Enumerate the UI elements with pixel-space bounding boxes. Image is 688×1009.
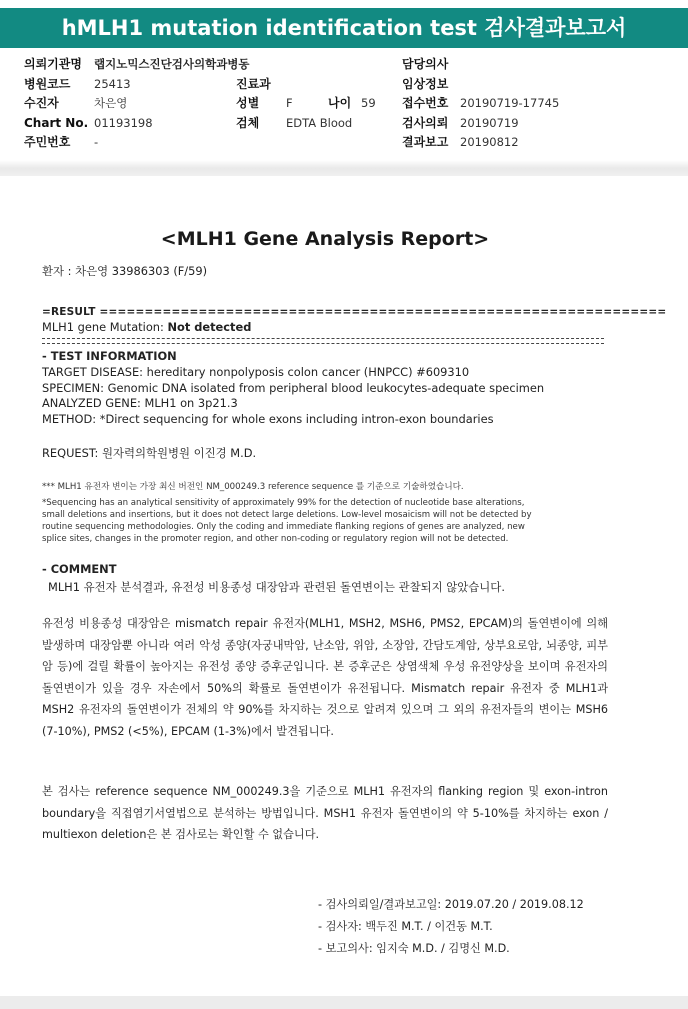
hospital-code-value: 25413 [94, 77, 131, 91]
paragraph-1: 유전성 비용종성 대장암은 mismatch repair 유전자(MLH1, MSH2, MSH6, PMS2, EPCAM)의 돌연변이에 의해 발생하며 대장암뿐 아니라 여러 악성 종양(자궁내막암, 난소암, 위암, 소장암, 간담도계암, 상부요로암, 뇌종양, 피부암 등)에 걸릴 확률이 높아지는 유전성 종양 증후군입니다. 본 증후군은 상염색체 우성 유전양상을 보이며 유전자의 돌연변이가 있을 경우 자손에서 50%의 확률로 돌연변이가 유전됩니다. Mismatch repair 유전자 중 MLH1과 MSH2 유전자의 돌연변이가 전체의 약 90%를 차지하는 것으로 알려져 있으며 그 외의 유전자들의 변이는 MSH6 (7-10%), PMS2 (<5%), EPCAM (1-3%)에서 발견됩니다. [42, 617, 608, 738]
banner-title: hMLH1 mutation identification test 검사결과보고서 [61, 16, 627, 40]
patient-label: 수진자 [24, 96, 59, 110]
report-title: <MLH1 Gene Analysis Report> [160, 228, 490, 250]
request-line: REQUEST: 원자력의학원병원 이진경 M.D. [42, 446, 257, 460]
test-info-header: - TEST INFORMATION [42, 349, 177, 363]
mutation-line [42, 320, 251, 335]
report-date-label: 결과보고 [402, 135, 449, 149]
note-line-3: small deletions and insertions, but it does not detect large deletions. Low-level mosaicism will not be detected by [42, 510, 532, 520]
specimen-label: 검체 [236, 116, 260, 130]
hospital-code-label: 병원코드 [24, 77, 71, 91]
patient-line: 환자 : 차은영 33986303 (F/59) [42, 264, 208, 278]
note-line-4: routine sequencing methodologies. Only the coding and immediate flanking regions of genes are analyzed, new [42, 522, 525, 532]
chart-value: 01193198 [94, 116, 153, 130]
mutation-value: Not detected [167, 320, 252, 334]
receipt-value: 20190719-17745 [460, 96, 560, 110]
result-header: =RESULT =============================================================== [42, 306, 667, 318]
sex-value: F [286, 96, 293, 110]
note-line-1: *** MLH1 유전자 변이는 가장 최신 버전인 NM_000249.3 reference sequence 를 기준으로 기술하였습니다. [42, 482, 464, 492]
note-line-5: splice sites, changes in the promoter region, and other non-coding or regulatory region will not be detected. [42, 534, 509, 544]
note-line-2: *Sequencing has an analytical sensitivity of approximately 99% for the detection of nucleotide base alterations, [42, 498, 525, 508]
examiner-line: - 검사자: 백두진 M.T. / 이건동 M.T. [318, 920, 493, 933]
comment-line: MLH1 유전자 분석결과, 유전성 비용종성 대장암과 관련된 돌연변이는 관찰되지 않았습니다. [48, 580, 505, 594]
request-date-label: 검사의뢰 [402, 116, 449, 130]
id-value: - [94, 135, 99, 149]
clinical-label: 임상정보 [402, 77, 449, 91]
patient-info-section [0, 52, 688, 170]
paragraph-2: 본 검사는 reference sequence NM_000249.3을 기준으로 MLH1 유전자의 flanking region 및 exon-intron boundary을 직접염기서열법으로 분석하는 방법입니다. MSH1 유전자 돌연변이의 약 5-10%를 차지하는 exon / multiexon deletion은 본 검사로는 확인할 수 없습니다. [42, 785, 608, 841]
comment-header: - COMMENT [42, 562, 117, 576]
analysis-report [0, 176, 688, 996]
result-separator [42, 338, 604, 344]
age-value: 59 [361, 96, 376, 110]
age-label: 나이 [328, 96, 352, 110]
page-footer-band [0, 996, 688, 1009]
reporter-line: - 보고의사: 임지숙 M.D. / 김명신 M.D. [318, 942, 510, 955]
mutation-label: MLH1 gene Mutation: [42, 320, 168, 334]
dates-line: - 검사의뢰일/결과보고일: 2019.07.20 / 2019.08.12 [318, 898, 584, 911]
report-banner [0, 8, 688, 48]
receipt-label: 접수번호 [402, 96, 449, 110]
patient-value: 차은영 [94, 96, 128, 110]
analyzed-gene: ANALYZED GENE: MLH1 on 3p21.3 [42, 396, 238, 410]
institution-label: 의뢰기관명 [24, 57, 82, 71]
doctor-label: 담당의사 [402, 57, 449, 71]
target-disease: TARGET DISEASE: hereditary nonpolyposis colon cancer (HNPCC) #609310 [42, 365, 470, 379]
method-line: METHOD: *Direct sequencing for whole exons including intron-exon boundaries [42, 412, 494, 426]
report-date-value: 20190812 [460, 135, 519, 149]
id-label: 주민번호 [24, 135, 71, 149]
institution-value: 랩지노믹스진단검사의학과병동 [94, 57, 250, 71]
department-label: 진료과 [236, 77, 271, 91]
specimen-line: SPECIMEN: Genomic DNA isolated from peripheral blood leukocytes-adequate specimen [42, 381, 545, 395]
chart-label: Chart No. [24, 116, 89, 130]
specimen-value: EDTA Blood [286, 116, 353, 130]
sex-label: 성별 [236, 96, 260, 110]
request-date-value: 20190719 [460, 116, 519, 130]
